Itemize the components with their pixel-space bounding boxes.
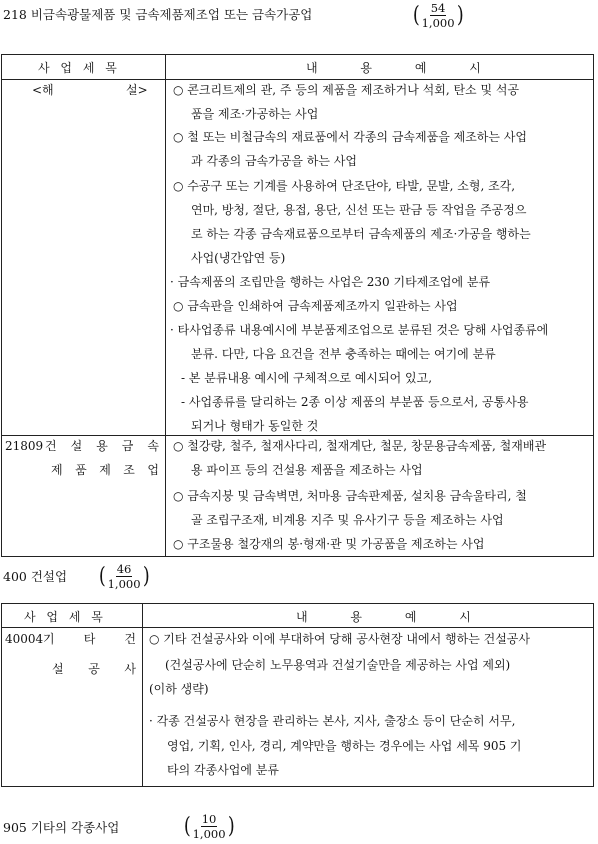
content-line: 타의 각종사업에 분류 (167, 763, 279, 777)
header-content-example: 내 용 예 시 (296, 610, 472, 624)
rate-fraction-905: ( $\frac{10}{1,000}$ ) (183, 812, 235, 842)
rate-denominator: 1,000 (107, 577, 141, 592)
content-line: 연마, 방청, 절단, 용접, 용단, 신선 또는 판금 등 작업을 주공정으 (191, 203, 527, 217)
label-char: 설 (70, 439, 83, 453)
label-char: 건 (45, 439, 57, 453)
section-title-400: 400 건설업 (3, 569, 68, 584)
content-line: (이하 생략) (149, 682, 209, 696)
label-char: 설 (52, 662, 64, 676)
content-line: - 본 분류내용 예시에 구체적으로 예시되어 있고, (181, 371, 433, 385)
content-line: ○ 금속판을 인쇄하여 금속제품제조까지 일관하는 사업 (173, 299, 458, 313)
row-code: 21809 (5, 439, 44, 453)
content-line: · 금속제품의 조립만을 행하는 사업은 230 기타제조업에 분류 (170, 275, 491, 289)
section-title-905: 905 기타의 각종사업 (3, 820, 120, 835)
header-business-item: 사 업 세 목 (24, 610, 104, 624)
section-title-218: 218 비금속광물제품 및 금속제품제조업 또는 금속가공업 (3, 7, 313, 22)
row-label-line1 (45, 440, 159, 452)
content-line: ○ 콘크리트제의 관, 주 등의 제품을 제조하거나 석회, 탄소 및 석공 (173, 83, 520, 97)
content-line: 품을 제조·가공하는 사업 (191, 107, 319, 121)
row-label-right: 설> (126, 83, 148, 97)
rate-numerator: 54 (430, 1, 446, 15)
label-char: 조 (123, 463, 135, 477)
content-line: ○ 구조물용 철강재의 봉·형재·관 및 가공품을 제조하는 사업 (173, 537, 485, 551)
label-char: 타 (83, 632, 96, 646)
label-char: 제 (99, 463, 111, 477)
content-line: · 각종 건설공사 현장을 관리하는 본사, 지사, 출장소 등이 단순히 서무, (149, 714, 516, 728)
label-char: 용 (96, 439, 108, 453)
content-line: 로 하는 각종 금속재료품으로부터 금속제품의 제조·가공을 행하는 (191, 227, 531, 241)
content-line: 사업(냉간압연 등) (191, 251, 286, 265)
label-char: 업 (147, 463, 159, 477)
row-label-line2 (51, 464, 159, 476)
rate-numerator: 10 (201, 812, 217, 826)
content-line: ○ 수공구 또는 기계를 사용하여 단조단야, 타발, 문발, 소형, 조각, (173, 179, 516, 193)
content-line: 과 각종의 금속가공을 하는 사업 (191, 154, 357, 168)
content-line: 되거나 형태가 동일한 것 (191, 419, 319, 433)
label-char: 금 (121, 439, 134, 453)
row-label-line2 (52, 663, 136, 675)
row-code: 40004 (5, 632, 44, 646)
rate-numerator: 46 (116, 562, 132, 576)
label-char: 건 (124, 632, 136, 646)
content-line: ○ 철 또는 비철금속의 재료품에서 각종의 금속제품을 제조하는 사업 (173, 130, 527, 144)
content-line: · 타사업종류 내용예시에 부분품제조업으로 분류된 것은 당해 사업종류에 (170, 323, 549, 337)
label-char: 속 (147, 439, 159, 453)
rate-denominator: 1,000 (192, 827, 226, 842)
content-line: 영업, 기획, 인사, 경리, 계약만을 행하는 경우에는 사업 세목 905 기 (167, 739, 522, 753)
rate-fraction-400: ( $\frac{46}{1,000}$ ) (98, 562, 150, 592)
table-400 (1, 603, 594, 787)
content-line: (건설공사에 단순히 노무용역과 건설기술만을 제공하는 사업 제외) (165, 658, 511, 672)
content-line: 골 조립구조재, 비계용 지주 및 유사기구 등을 제조하는 사업 (191, 513, 504, 527)
label-char: 품 (75, 463, 87, 477)
content-line: ○ 기타 건설공사와 이에 부대하여 당해 공사현장 내에서 행하는 건설공사 (149, 632, 530, 646)
content-line: ○ 철강량, 철주, 철재사다리, 철재계단, 철문, 창문용금속제품, 철재배관 (173, 439, 547, 453)
header-business-item: 사 업 세 목 (38, 61, 118, 75)
content-line: 분류. 다만, 다음 요건을 전부 충족하는 때에는 여기에 분류 (191, 347, 496, 361)
row-label-line1 (43, 633, 136, 645)
content-line: 용 파이프 등의 건설용 제품을 제조하는 사업 (191, 463, 423, 477)
rate-denominator: 1,000 (421, 16, 455, 31)
label-char: 기 (43, 632, 55, 646)
content-line: - 사업종류를 달리하는 2종 이상 제품의 부분품 등으로서, 공통사용 (181, 395, 529, 409)
label-char: 사 (124, 662, 136, 676)
row-label-left: <해 (32, 83, 54, 97)
rate-fraction-218: ( $\frac{54}{1,000}$ ) (412, 1, 464, 31)
label-char: 제 (51, 463, 63, 477)
label-char: 공 (88, 662, 100, 676)
header-content-example: 내 용 예 시 (306, 61, 482, 75)
content-line: ○ 금속지붕 및 금속벽면, 처마용 금속판제품, 설치용 금속울타리, 철 (173, 489, 527, 503)
